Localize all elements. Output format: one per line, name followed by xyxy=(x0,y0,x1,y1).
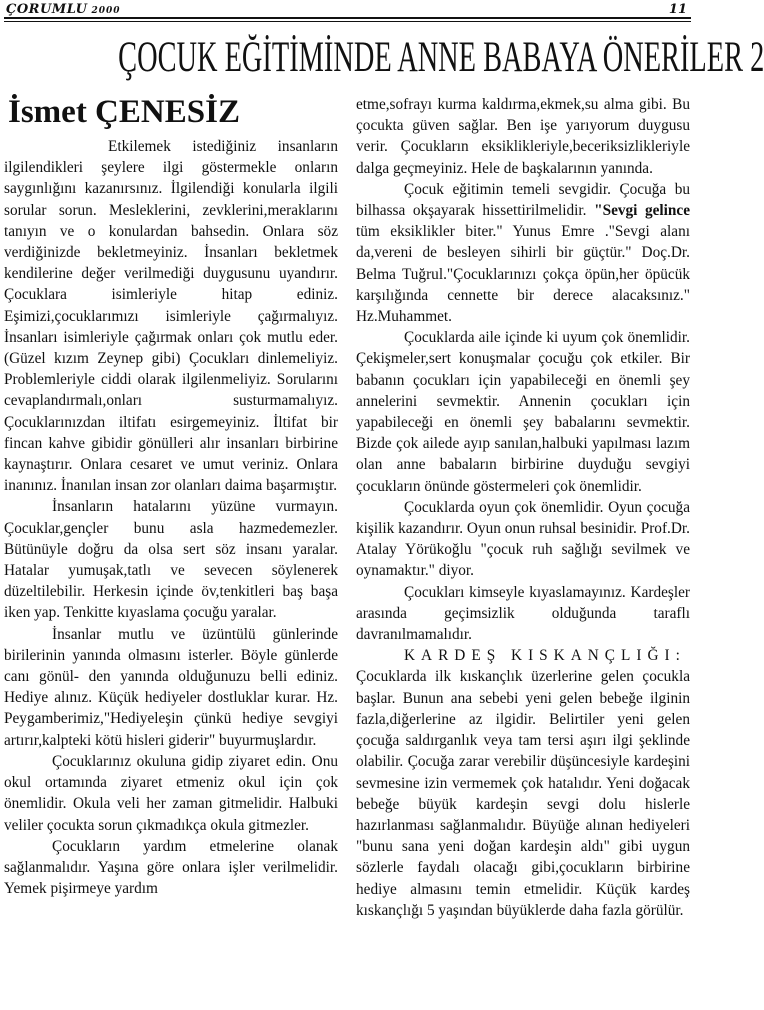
section-heading: KARDEŞ KISKANÇLIĞI: xyxy=(404,647,686,665)
text-run: tüm eksiklikler biter." Yunus Emre ."Sevgi alanı da,vereni de besleyen sihirli bir güçtür." Doç.Dr. Belma Tuğrul."Çocuklarınızı çokça öpün,her öpücük karşılığında cennette bir derece alacaksınız." Hz.Muhammet. xyxy=(356,223,690,326)
paragraph: İnsanlar mutlu ve üzüntülü günlerinde birilerinin yanında olmasını isterler. Böyle günlerde canı gönül- den yanında olduğunuzu belli ediniz. Hediye alınız. Küçük hediyeler dostluklar kurar. Hz. Peygamberimiz,"Hediyeleşin çünkü hediye sevgiyi artırır,kalpteki kötü hisleri giderir" buyurmuşlardır. xyxy=(4,625,338,749)
paragraph: Çocuklarda ilk kıskançlık üzerlerine gelen çocukla başlar. Bunun ana sebebi yeni gelen bebeğe ilginin fazla,diğerlerine az ilgidir. Belirtiler yeni gelen çocuğa saldırganlık veya tam tersi aşırı ilgi şeklinde olabilir. Çocuğa zarar verebilir düşüncesiyle kardeşini sevmesine izin vermemek çok hatalıdır. Yeni doğacak bebeğe büyük kardeşin sevgi dolu hislerle hazırlanması sağlanmalıdır. Büyüğe alınan hediyeleri "bunu sana yeni doğan kardeşin aldı" gibi uygun sözlerle faydalı olacağı gibi,çocukların birbirine hediye almasını temin etmelidir. Küçük kardeş kıskançlığı 5 yaşından büyüklerde daha fazla görülür. xyxy=(356,668,690,919)
paragraph: İnsanların hatalarını yüzüne vurmayın. Çocuklar,gençler bunu asla hazmedemezler. Bütünüyle doğru da olsa sert söz insanı yaralar. Hatalar yumuşak,tatlı ve sevecen söylenerek düzeltilebilir. Herkesin içinde öv,tenkitleri baş başa iken yap. Tenkitte kıyaslama çocuğu yaralar. xyxy=(4,498,338,622)
article-headline: ÇOCUK EĞİTİMİNDE ANNE BABAYA ÖNERİLER 2 xyxy=(118,34,764,81)
left-column xyxy=(4,136,338,899)
publication-year: 2000 xyxy=(91,6,121,16)
paragraph: Çocuklarda oyun çok önemlidir. Oyun çocuğa kişilik kazandırır. Oyun onun ruhsal besinidir. Prof.Dr. Atalay Yörükoğlu "çocuk ruh sağlığı sevilmek ve oynamaktır." diyor. xyxy=(356,498,690,580)
right-column xyxy=(356,94,690,921)
publication-name: ÇORUMLU 2000 xyxy=(6,2,121,17)
header-rule xyxy=(4,17,691,19)
paragraph: Çocuklarınız okuluna gidip ziyaret edin. Onu okul ortamında ziyaret etmeniz okul için çok önemlidir. Okula veli her zaman gitmelidir. Halbuki veliler çocukta sorun çıkmadıkça okula gitmezler. xyxy=(4,752,338,834)
header-rule-thin xyxy=(4,21,691,22)
page-number: 11 xyxy=(668,2,687,17)
paragraph: Çocuklarda aile içinde ki uyum çok önemlidir. Çekişmeler,sert konuşmalar çocuğu çok etkiler. Bir babanın çocukları için yapabileceği en önemli şey annelerini sevmektir. Annenin çocukları için yapabileceği en önemli şey babalarını sevmektir. Bizde çok ailede ayıp sanılan,halbuki yapılması lazım olan anne babaların birbirine duyduğu sevgiyi çocukların önünde göstermeleri çok önemlidir. xyxy=(356,329,690,495)
paragraph: Çocukların yardım etmelerine olanak sağlanmalıdır. Yaşına göre onlara işler verilmelidir. Yemek pişirmeye yardım xyxy=(4,837,338,898)
bold-quote: "Sevgi gelince xyxy=(594,202,690,220)
article-author: İsmet ÇENESİZ xyxy=(8,94,240,130)
paragraph: Etkilemek istediğiniz insanların ilgilendikleri şeylere ilgi göstermekle onların saygınlığını kazanırsınız. İlgilendiği konularla ilgili sorular sorun. Mesleklerini, zevklerini,meraklarını tanıyın ve o konulardan bahsedin. Onlara söz verdiğinizde bekletmeyiniz. İnsanları bekletmek kendilerine değer verilmediği duygusunu uyandırır. Çocuklara isimleriyle hitap ediniz. Eşimizi,çocuklarımızı isimleriyle çağırmalıyız. İnsanları isimleriyle çağırmak onları çok mutlu eder. (Güzel kızım Zeynep gibi) Çocukları dinlemeliyiz. Problemleriyle ciddi olarak ilgilenmeliyiz. Sorularını cevaplandırmalı,onları susturmamalıyız. Çocuklarınızdan iltifatı esirgemeyiniz. İltifat bir fincan kahve gibidir gönülleri alır insanları birbirine kaynaştırır. Onlara cesaret ve umut veriniz. Onlara inanınız. İnanılan insan zor olanları daima başarmıştır. xyxy=(4,138,338,495)
paragraph xyxy=(356,179,690,327)
text-run: Çocuk eğitimin temeli sevgidir. Çocuğa bu bilhassa okşayarak hissettirilmelidir. xyxy=(356,180,690,220)
paragraph: Çocukları kimseyle kıyaslamayınız. Kardeşler arasında geçimsizlik olduğunda taraflı davranılmamalıdır. xyxy=(356,583,690,644)
paragraph: etme,sofrayı kurma kaldırma,ekmek,su alma gibi. Bu çocukta güven sağlar. Ben işe yarıyorum duygusu verir. Çocukların eksiklikleriyle,beceriksizlikleriyle dalga geçmeyiniz. Hele de başkalarının yanında. xyxy=(356,96,690,177)
